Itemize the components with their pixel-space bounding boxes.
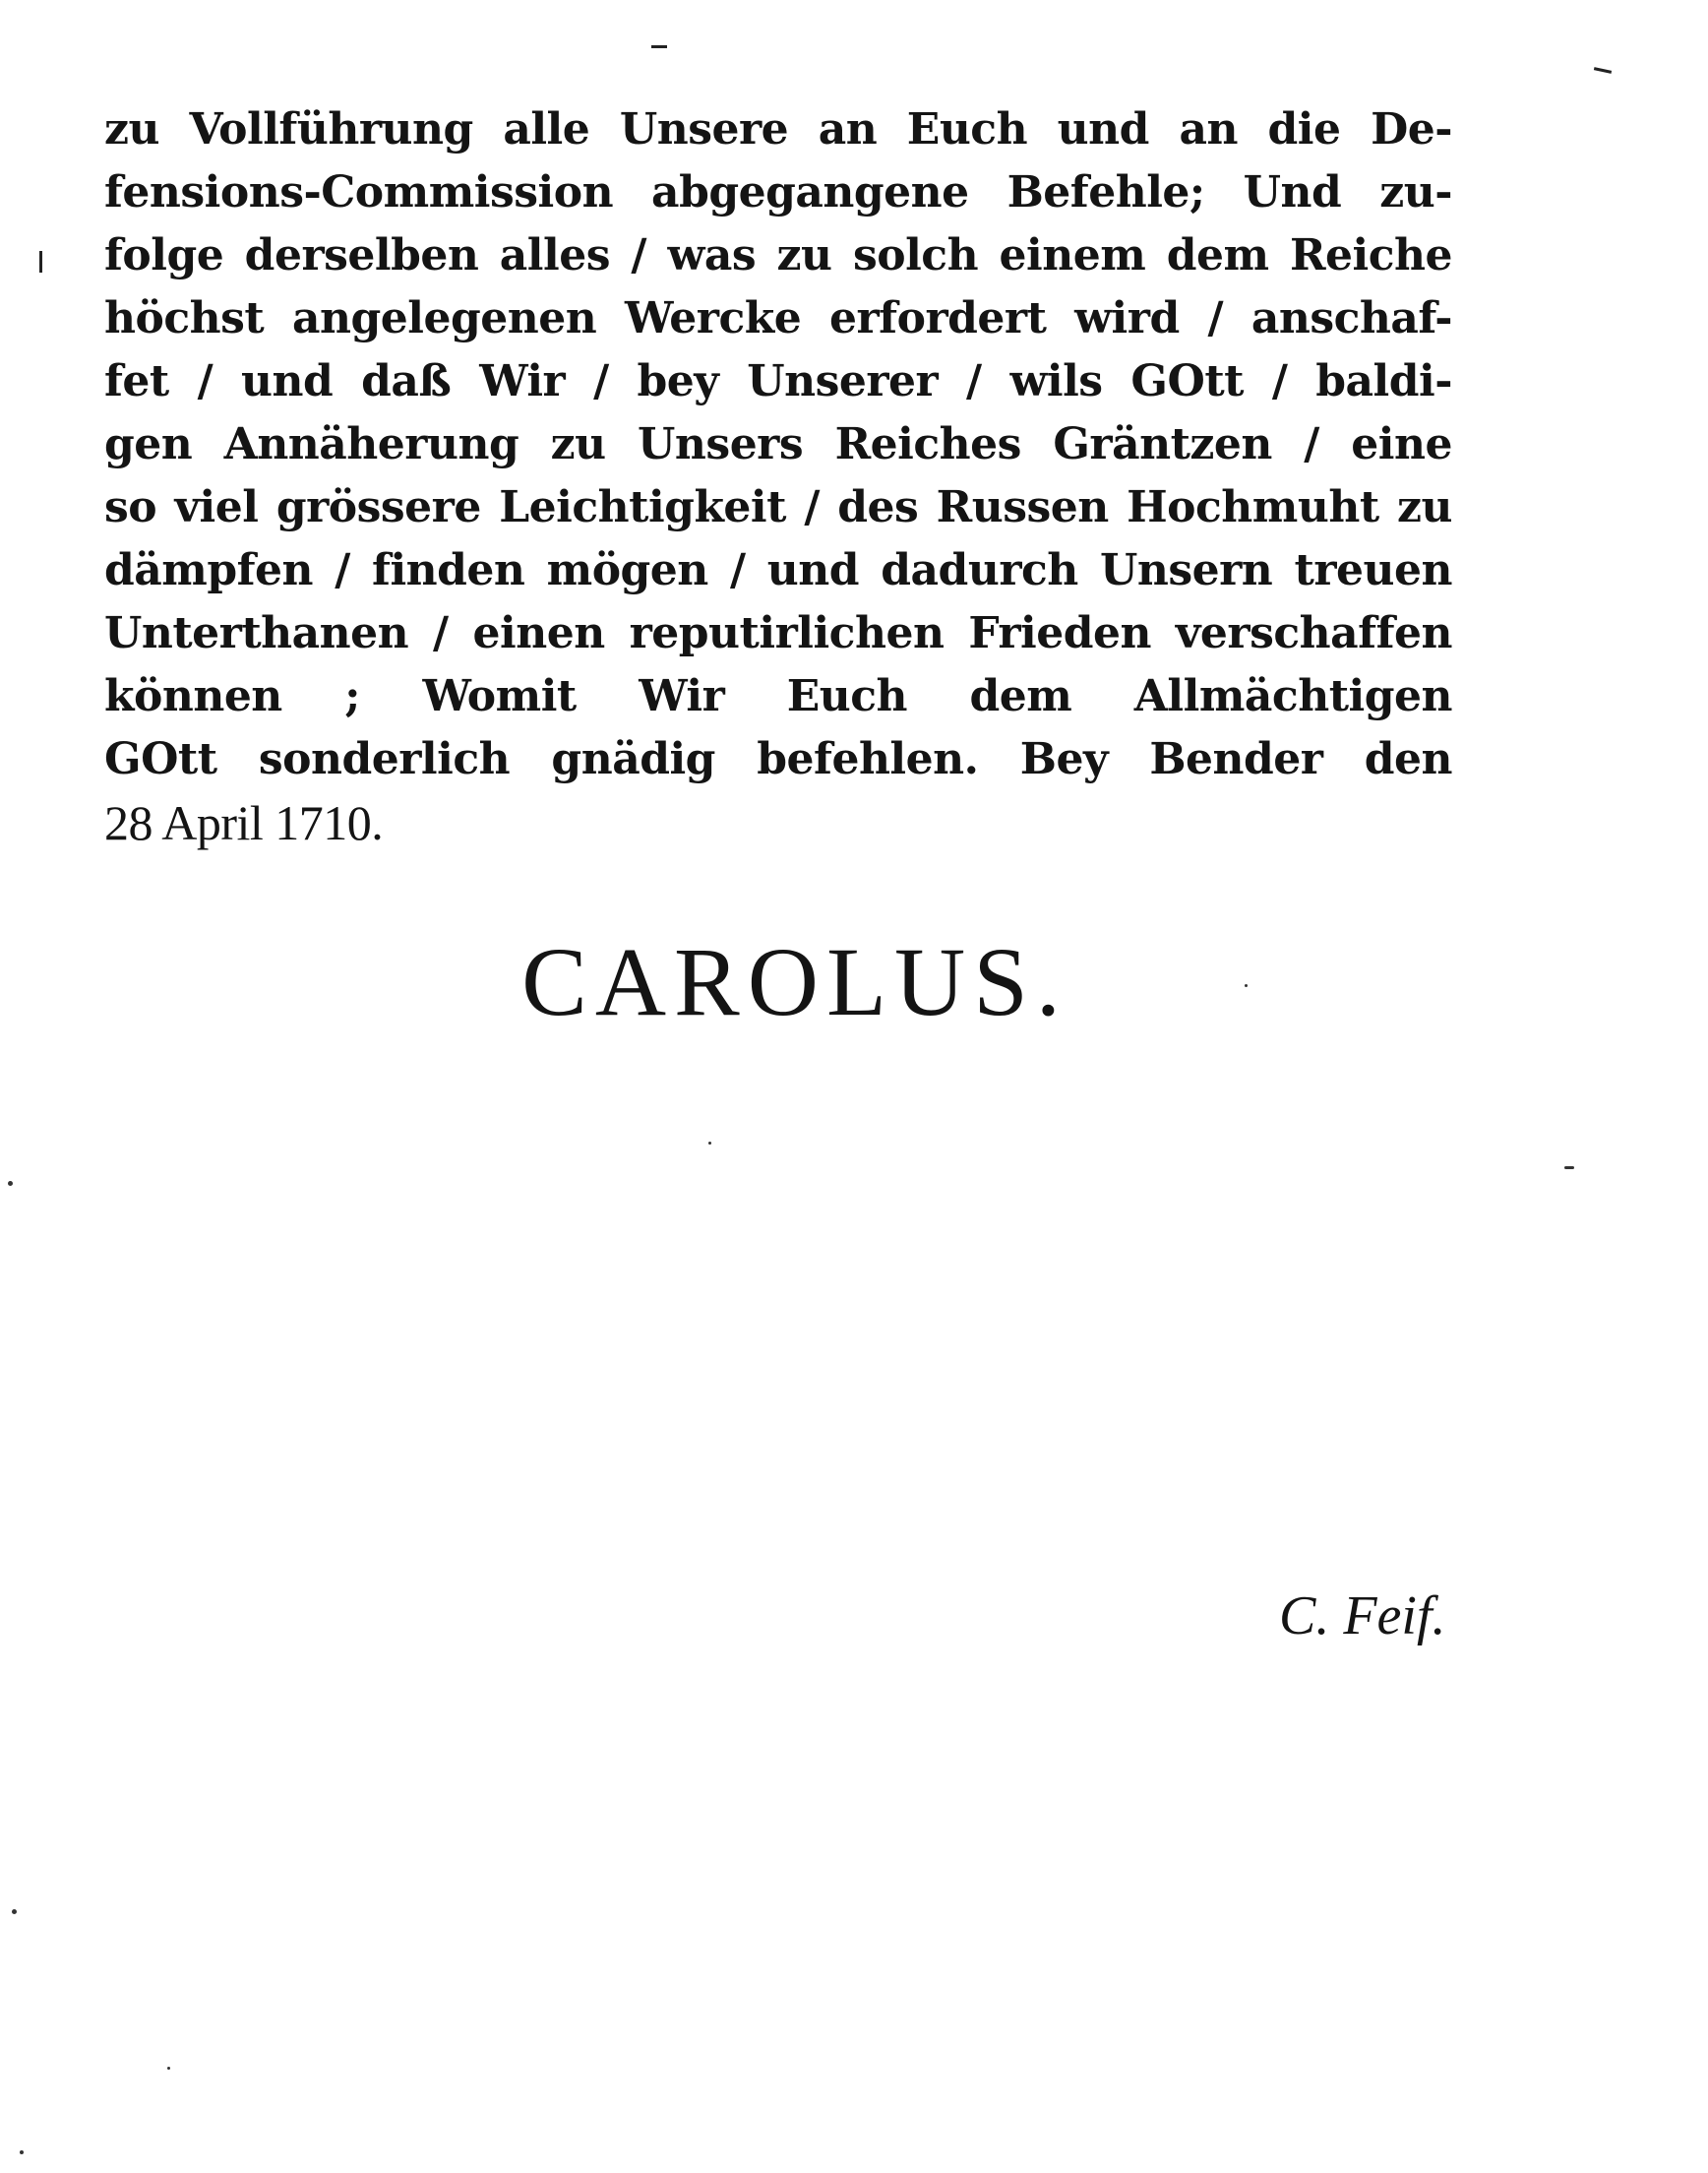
countersignature: C. Feif. (1279, 1585, 1446, 1646)
body-text (104, 98, 1452, 854)
signature: CAROLUS. (521, 927, 1068, 1036)
page-speck (167, 2067, 170, 2070)
page-speck (1564, 1166, 1574, 1169)
text-line: können ; Womit Wir Euch dem Allmächtigen (104, 671, 1452, 721)
text-line: fet / und daß Wir / bey Unserer / wils GOtt / baldi- (104, 356, 1452, 406)
page-mark (651, 45, 667, 48)
page-speck (8, 1181, 13, 1186)
text-line: höchst angelegenen Wercke erfordert wird / anschaf- (104, 293, 1452, 343)
page-mark (39, 251, 42, 273)
text-line: folge derselben alles / was zu solch einem dem Reiche (104, 230, 1452, 280)
page-speck (20, 2150, 24, 2154)
text-line: GOtt sonderlich gnädig befehlen. Bey Bender den (104, 734, 1452, 784)
page-speck (12, 1909, 17, 1914)
text-line: dämpfen / finden mögen / und dadurch Unsern treuen (104, 545, 1452, 595)
page-mark (1594, 67, 1612, 74)
text-line: zu Vollführung alle Unsere an Euch und an die De- (104, 104, 1452, 155)
text-line: gen Annäherung zu Unsers Reiches Gräntzen / eine (104, 419, 1452, 469)
text-line: fensions-Commission abgegangene Befehle; Und zu- (104, 167, 1452, 217)
text-line: so viel grössere Leichtigkeit / des Russen Hochmuht zu (104, 482, 1452, 532)
date-line: 28 April 1710. (104, 795, 384, 850)
page-speck (708, 1142, 711, 1145)
text-line: Unterthanen / einen reputirlichen Frieden verschaffen (104, 608, 1452, 658)
